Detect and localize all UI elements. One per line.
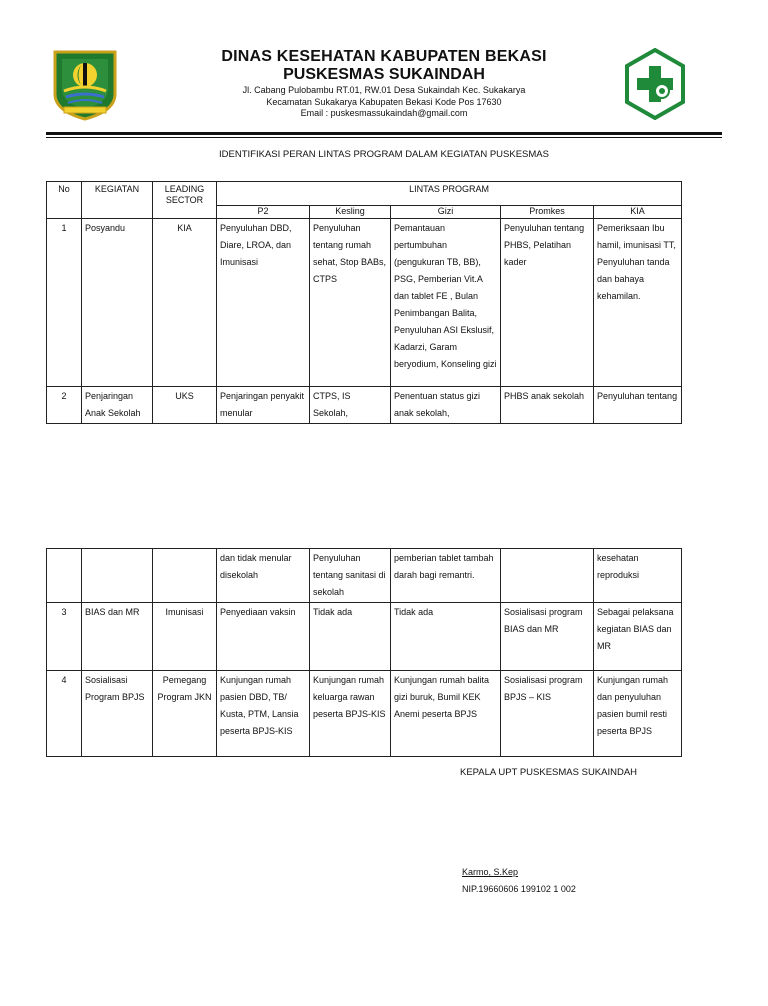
table-row (47, 671, 682, 757)
cell-kegiatan: Penjaringan Anak Sekolah (82, 387, 153, 424)
cell-leading: Pemegang Program JKN (153, 671, 217, 757)
header-kegiatan: KEGIATAN (82, 182, 153, 219)
cell-kegiatan: Posyandu (82, 219, 153, 387)
cell-kesling: Kunjungan rumah keluarga rawan peserta BPJS-KIS (310, 671, 391, 757)
cell-no: 2 (47, 387, 82, 424)
document-title: IDENTIFIKASI PERAN LINTAS PROGRAM DALAM KEGIATAN PUSKESMAS (219, 149, 549, 160)
cell-promkes: Penyuluhan tentang PHBS, Pelatihan kader (501, 219, 594, 387)
cell-no: 3 (47, 603, 82, 671)
signature-title: KEPALA UPT PUSKESMAS SUKAINDAH (460, 767, 638, 778)
header-gizi: Gizi (391, 206, 501, 219)
cell-kegiatan: BIAS dan MR (82, 603, 153, 671)
cell-no (47, 549, 82, 603)
cell-p2: Penyuluhan DBD, Diare, LROA, dan Imunisasi (217, 219, 310, 387)
cell-promkes: PHBS anak sekolah (501, 387, 594, 424)
cell-kesling: Penyuluhan tentang sanitasi di sekolah (310, 549, 391, 603)
cell-leading: KIA (153, 219, 217, 387)
cell-gizi: Pemantauan pertumbuhan (pengukuran TB, BB), PSG, Pemberian Vit.A dan tablet FE , Bulan Penimbangan Balita, Penyuluhan ASI Ekslusif, Kadarzi, Garam beryodium, Konseling gizi (391, 219, 501, 387)
cell-p2: Penyediaan vaksin (217, 603, 310, 671)
header-kia: KIA (594, 206, 682, 219)
header-rule-thin (46, 137, 722, 138)
cell-promkes: Sosialisasi program BIAS dan MR (501, 603, 594, 671)
cell-kia: Penyuluhan tentang (594, 387, 682, 424)
cell-leading (153, 549, 217, 603)
address-line-2: Kecamatan Sukakarya Kabupaten Bekasi Kode Pos 17630 (266, 97, 502, 107)
table-row (47, 387, 682, 424)
cell-no: 1 (47, 219, 82, 387)
header-p2: P2 (217, 206, 310, 219)
cell-kegiatan (82, 549, 153, 603)
header-no: No (47, 182, 82, 219)
cell-leading: UKS (153, 387, 217, 424)
signature-name: Karmo, S.Kep (462, 867, 519, 877)
header-promkes: Promkes (501, 206, 594, 219)
cell-kesling: Tidak ada (310, 603, 391, 671)
cell-kia: kesehatan reproduksi (594, 549, 682, 603)
table-row (47, 549, 682, 603)
program-table-part-2 (46, 548, 682, 757)
cell-p2: dan tidak menular disekolah (217, 549, 310, 603)
cell-p2: Penjaringan penyakit menular (217, 387, 310, 424)
address-line-1: Jl. Cabang Pulobambu RT.01, RW.01 Desa Sukaindah Kec. Sukakarya (242, 85, 526, 95)
cell-gizi: pemberian tablet tambah darah bagi remantri. (391, 549, 501, 603)
header-lintas-program: LINTAS PROGRAM (217, 182, 682, 206)
signature-nip: NIP.19660606 199102 1 002 (462, 884, 576, 894)
cell-kegiatan: Sosialisasi Program BPJS (82, 671, 153, 757)
puskesmas-emblem-icon (624, 48, 686, 120)
cell-p2: Kunjungan rumah pasien DBD, TB/ Kusta, PTM, Lansia peserta BPJS-KIS (217, 671, 310, 757)
cell-gizi: Kunjungan rumah balita gizi buruk, Bumil KEK Anemi peserta BPJS (391, 671, 501, 757)
cell-kia: Pemeriksaan Ibu hamil, imunisasi TT, Penyuluhan tanda dan bahaya kehamilan. (594, 219, 682, 387)
cell-gizi: Tidak ada (391, 603, 501, 671)
cell-gizi: Penentuan status gizi anak sekolah, (391, 387, 501, 424)
header-leading-sector: LEADING SECTOR (153, 182, 217, 219)
table-row (47, 219, 682, 387)
cell-leading: Imunisasi (153, 603, 217, 671)
email-line: Email : puskesmassukaindah@gmail.com (300, 108, 468, 118)
cell-kesling: CTPS, IS Sekolah, (310, 387, 391, 424)
cell-kia: Sebagai pelaksana kegiatan BIAS dan MR (594, 603, 682, 671)
cell-kesling: Penyuluhan tentang rumah sehat, Stop BABs, CTPS (310, 219, 391, 387)
cell-kia: Kunjungan rumah dan penyuluhan pasien bumil resti peserta BPJS (594, 671, 682, 757)
agency-name: DINAS KESEHATAN KABUPATEN BEKASI (221, 48, 547, 65)
cell-promkes: Sosialisasi program BPJS – KIS (501, 671, 594, 757)
cell-no: 4 (47, 671, 82, 757)
header-kesling: Kesling (310, 206, 391, 219)
header-rule-thick (46, 132, 722, 135)
puskesmas-name: PUSKESMAS SUKAINDAH (283, 66, 485, 83)
cell-promkes (501, 549, 594, 603)
table-row (47, 603, 682, 671)
program-table-part-1 (46, 181, 682, 424)
